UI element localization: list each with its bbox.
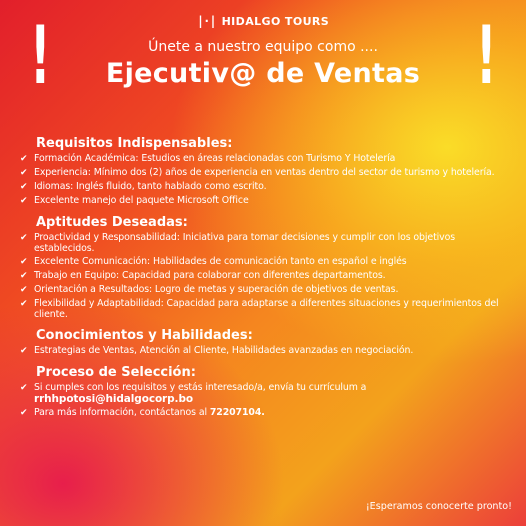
contact-phone[interactable]: 72207104. [209, 406, 265, 418]
list-item: ✔ Orientación a Resultados: Logro de metas y superación de objetivos de ventas. [20, 284, 399, 296]
list-item: ✔ Idiomas: Inglés fluido, tanto hablado como escrito. [20, 181, 267, 192]
section-title-conocimientos: Conocimientos y Habilidades: [36, 328, 253, 344]
exclamation-right-icon: ! [475, 9, 496, 102]
list-proceso [20, 383, 516, 418]
exclamation-left-icon: ! [30, 9, 51, 102]
brand-logo-icon: |·| [196, 14, 216, 28]
check-icon: ✔ [20, 407, 28, 418]
list-requisitos [20, 154, 516, 207]
check-icon: ✔ [20, 271, 28, 282]
list-item: ✔ Flexibilidad y Adaptabilidad: Capacidad para adaptarse a diferentes situaciones y requerimientos del cliente. [20, 298, 499, 320]
contact-email[interactable]: rrhhpotosi@hidalgocorp.bo [34, 392, 193, 405]
footer-message: ¡Esperamos conocerte pronto! [365, 501, 512, 512]
check-icon: ✔ [20, 257, 28, 268]
check-icon: ✔ [20, 168, 28, 178]
check-icon: ✔ [20, 182, 28, 192]
page-title: Ejecutiv@ de Ventas [105, 58, 421, 89]
check-icon: ✔ [20, 285, 28, 296]
check-icon: ✔ [20, 154, 28, 164]
list-item: ✔ Trabajo en Equipo: Capacidad para colaborar con diferentes departamentos. [20, 270, 386, 282]
brand-name: HIDALGO TOURS [221, 14, 330, 28]
check-icon: ✔ [20, 299, 28, 310]
check-icon: ✔ [20, 196, 28, 206]
list-item: ✔ Estrategias de Ventas, Atención al Cliente, Habilidades avanzadas en negociación. [20, 345, 414, 357]
list-item: ✔ Formación Académica: Estudios en áreas relacionadas con Turismo Y Hotelería [20, 153, 396, 164]
brand-logo [0, 14, 526, 28]
list-item: ✔ Experiencia: Mínimo dos (2) años de experiencia en ventas dentro del sector de turismo y hotelería. [20, 167, 495, 178]
section-title-proceso: Proceso de Selección: [36, 365, 196, 381]
check-icon: ✔ [20, 233, 28, 243]
section-title-requisitos: Requisitos Indispensables: [36, 136, 233, 151]
info-text: Para más información, contáctanos al [34, 406, 207, 418]
list-conocimientos [20, 346, 516, 357]
list-item [20, 383, 516, 404]
list-aptitudes [20, 233, 516, 320]
list-item: ✔ Proactividad y Responsabilidad: Iniciativa para tomar decisiones y cumplir con los objetivos establecidos. [20, 232, 456, 254]
section-title-aptitudes: Aptitudes Deseadas: [36, 215, 188, 230]
list-item [20, 408, 516, 419]
subtitle: Únete a nuestro equipo como .... [148, 39, 378, 55]
check-icon: ✔ [20, 346, 28, 357]
list-item: ✔ Excelente Comunicación: Habilidades de comunicación tanto en español e inglés [20, 256, 407, 268]
list-item: ✔ Excelente manejo del paquete Microsoft Office [20, 195, 249, 206]
check-icon: ✔ [20, 383, 28, 394]
apply-instructions: Si cumples con los requisitos y estás interesado/a, envía tu currículum a [34, 382, 367, 394]
content [20, 136, 516, 427]
